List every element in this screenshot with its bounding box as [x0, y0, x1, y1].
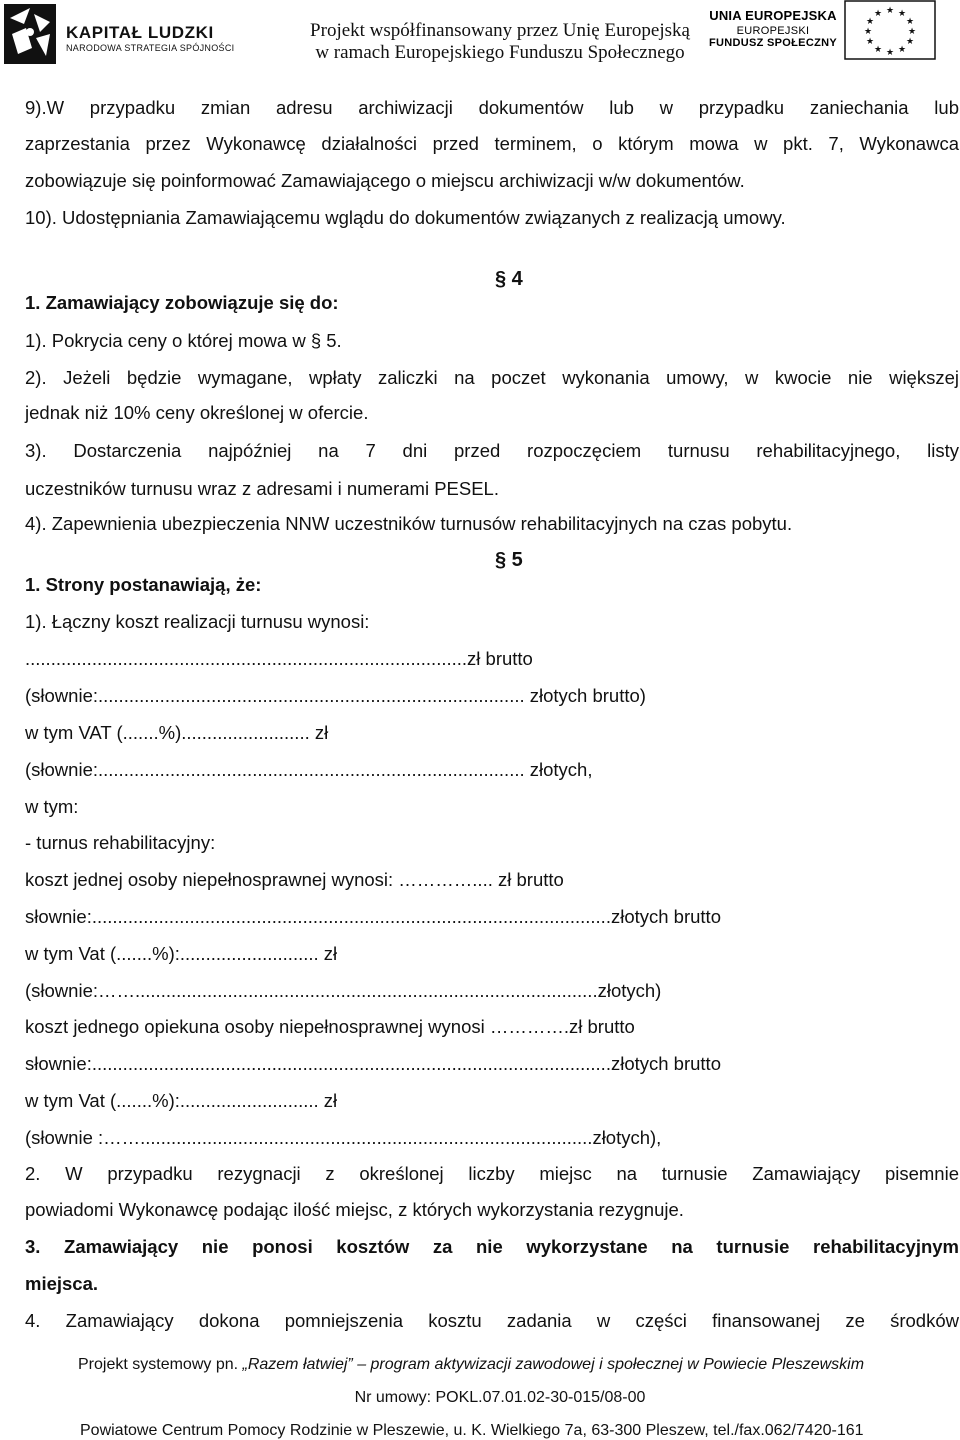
svg-text:★: ★	[873, 45, 883, 55]
svg-text:★: ★	[863, 27, 873, 37]
section-4-item-4: 4). Zapewnienia ubezpieczenia NNW uczestników turnusów rehabilitacyjnych na czas pobytu.	[25, 513, 793, 534]
kl-subtitle: NARODOWA STRATEGIA SPÓJNOŚCI	[66, 43, 235, 53]
form-line-vat-words: (słownie:................................................................................... złotych,	[25, 759, 593, 780]
paragraph-9-line-3: zobowiązuje się poinformować Zamawiającego o miejscu archiwizacji w/w dokumentów.	[25, 170, 745, 191]
section-5-mark: § 5	[495, 549, 523, 571]
ue-line-2: EUROPEJSKI	[736, 25, 810, 37]
ue-line-3: FUNDUSZ SPOŁECZNY	[709, 37, 837, 49]
project-funding-note	[300, 20, 700, 64]
kapital-ludzki-wordmark	[66, 24, 234, 54]
paragraph-10: 10). Udostępniania Zamawiającemu wglądu do dokumentów związanych z realizacją umowy.	[25, 207, 786, 228]
form-line-disabled-vat-words: (słownie:……..........................................................................................złotych)	[25, 980, 662, 1001]
section-5-heading: 1. Strony postanawiają, że:	[25, 574, 262, 595]
svg-text:★: ★	[885, 6, 895, 16]
form-line-disabled-words: słownie:.....................................................................................................złotych brutto	[25, 906, 721, 927]
section-4-mark: § 4	[495, 268, 523, 290]
paragraph-2-line-2: powiadomi Wykonawcę podając ilość miejsc, z których wykorzystania rezygnuje.	[25, 1199, 684, 1220]
paragraph-2-line-1: 2. W przypadku rezygnacji z określonej liczby miejsc na turnusie Zamawiający pisemnie	[25, 1163, 959, 1184]
section-4-item-2-line-2: jednak niż 10% ceny określonej w ofercie.	[25, 402, 369, 423]
svg-text:★: ★	[907, 27, 917, 37]
svg-text:★: ★	[897, 9, 907, 19]
form-line-vat: w tym VAT (.......%)......................... zł	[25, 722, 329, 743]
section-4-item-3-line-1: 3). Dostarczenia najpóźniej na 7 dni przed rozpoczęciem turnusu rehabilitacyjnego, listy	[25, 440, 959, 461]
form-line-turnus: - turnus rehabilitacyjny:	[25, 832, 216, 853]
svg-text:★: ★	[905, 17, 915, 27]
footer-project-title: „Razem łatwiej” – program aktywizacji zawodowej i społecznej w Powiecie Pleszewskim	[242, 1356, 865, 1373]
eu-flag-icon	[844, 0, 936, 60]
section-4-item-2-line-1: 2). Jeżeli będzie wymagane, wpłaty zaliczki na poczet wykonania umowy, w kwocie nie większej	[25, 367, 959, 388]
paragraph-9-line-2: zaprzestania przez Wykonawcę działalności przed terminem, o którym mowa w pkt. 7, Wykonawca	[25, 133, 959, 154]
footer-project-prefix: Projekt systemowy pn.	[78, 1356, 243, 1373]
svg-text:★: ★	[905, 37, 915, 47]
project-line-1: Projekt współfinansowany przez Unię Europejską	[310, 20, 690, 41]
form-line-carer-cost: koszt jednego opiekuna osoby niepełnosprawnej wynosi ………….zł brutto	[25, 1016, 635, 1037]
svg-text:★: ★	[873, 9, 883, 19]
section-4-item-3-line-2: uczestników turnusu wraz z adresami i numerami PESEL.	[25, 478, 499, 499]
section-4-heading: 1. Zamawiający zobowiązuje się do:	[25, 292, 339, 313]
paragraph-4-line-1: 4. Zamawiający dokona pomniejszenia kosztu zadania w części finansowanej ze środków	[25, 1310, 959, 1331]
form-line-disabled-vat: w tym Vat (.......%):........................... zł	[25, 943, 338, 964]
kapital-ludzki-logo-icon	[4, 4, 56, 64]
form-line-carer-vat-words: (słownie :……........................................................................................złotych),	[25, 1127, 662, 1148]
paragraph-9-line-1: 9).W przypadku zmian adresu archiwizacji dokumentów lub w przypadku zaniechania lub	[25, 97, 959, 118]
section-4-item-1: 1). Pokrycia ceny o której mowa w § 5.	[25, 330, 342, 351]
footer-address: Powiatowe Centrum Pomocy Rodzinie w Pleszewie, u. K. Wielkiego 7a, 63-300 Pleszew, tel./fax.062/7420-161	[80, 1422, 864, 1439]
footer-project-line	[78, 1356, 864, 1374]
ue-line-1: UNIA EUROPEJSKA	[709, 8, 837, 23]
form-line-words: (słownie:................................................................................... złotych brutto)	[25, 685, 646, 706]
project-line-2: w ramach Europejskiego Funduszu Społecznego	[315, 42, 685, 63]
form-line-disabled-cost: koszt jednej osoby niepełnosprawnej wynosi: ………….... zł brutto	[25, 869, 564, 890]
page-header	[0, 0, 960, 80]
form-line-carer-vat: w tym Vat (.......%):........................... zł	[25, 1090, 338, 1111]
eu-wordmark	[704, 8, 842, 50]
svg-text:★: ★	[865, 37, 875, 47]
section-5-item-1: 1). Łączny koszt realizacji turnusu wynosi:	[25, 611, 370, 632]
svg-text:★: ★	[897, 45, 907, 55]
svg-text:★: ★	[885, 48, 895, 58]
form-line-carer-words: słownie:.....................................................................................................złotych brutto	[25, 1053, 721, 1074]
svg-text:★: ★	[865, 17, 875, 27]
form-line-total: ......................................................................................zł brutto	[25, 648, 533, 669]
paragraph-3-line-2: miejsca.	[25, 1273, 99, 1294]
footer-contract-number: Nr umowy: POKL.07.01.02-30-015/08-00	[354, 1389, 646, 1406]
paragraph-3-line-1: 3. Zamawiający nie ponosi kosztów za nie wykorzystane na turnusie rehabilitacyjnym	[25, 1236, 959, 1257]
form-line-including: w tym:	[25, 796, 79, 817]
kl-title: KAPITAŁ LUDZKI	[66, 23, 214, 42]
